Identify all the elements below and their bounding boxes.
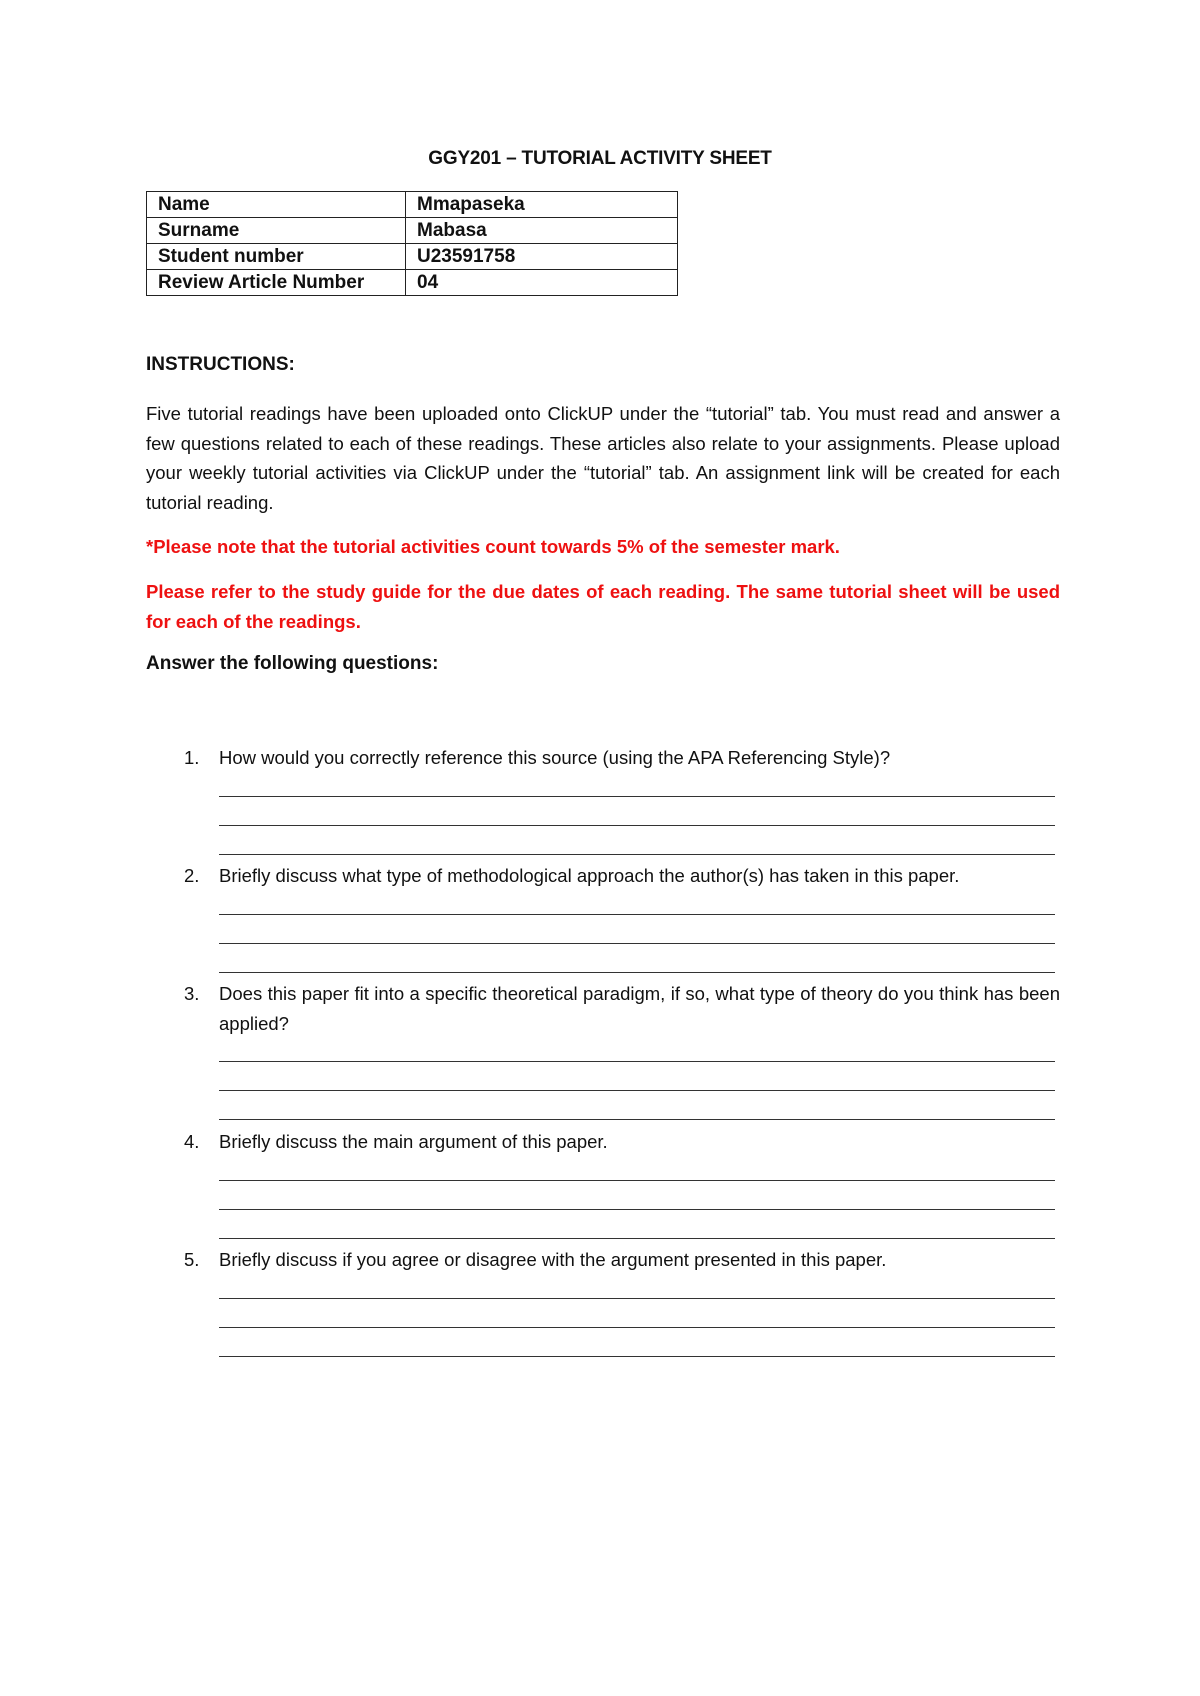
answer-line[interactable] <box>219 1186 1055 1215</box>
answer-line[interactable] <box>219 773 1055 802</box>
question-number: 4. <box>184 1131 200 1152</box>
question-number: 2. <box>184 865 200 886</box>
table-row <box>147 244 678 270</box>
question-text: Briefly discuss if you agree or disagree with the argument presented in this paper. <box>219 1249 887 1270</box>
info-label-surname: Surname <box>147 218 406 244</box>
info-value-article-number: 04 <box>406 270 678 296</box>
student-info-table <box>146 191 678 296</box>
question-2 <box>146 861 1060 978</box>
question-text: How would you correctly reference this source (using the APA Referencing Style)? <box>219 747 891 768</box>
answer-line[interactable] <box>219 1157 1055 1186</box>
answer-line[interactable] <box>219 1067 1055 1096</box>
info-value-student-number: U23591758 <box>406 244 678 270</box>
answer-line[interactable] <box>219 920 1055 949</box>
instructions-heading: INSTRUCTIONS: <box>146 354 295 375</box>
answer-line[interactable] <box>219 1215 1055 1244</box>
question-number: 5. <box>184 1249 200 1270</box>
answer-line[interactable] <box>219 1333 1055 1362</box>
question-text: Does this paper fit into a specific theoretical paradigm, if so, what type of theory do you think has been applied? <box>219 983 1060 1034</box>
question-text: Briefly discuss the main argument of this paper. <box>219 1131 608 1152</box>
question-3 <box>146 979 1060 1125</box>
instructions-body: Five tutorial readings have been uploaded onto ClickUP under the “tutorial” tab. You must read and answer a few questions related to each of these readings. These articles also relate to your assignments. Please upload your weekly tutorial activities via ClickUP under the “tutorial” tab. An assignment link will be created for each tutorial reading. <box>146 403 1060 513</box>
answer-line[interactable] <box>219 1038 1055 1067</box>
questions-heading: Answer the following questions: <box>146 653 439 674</box>
answer-line[interactable] <box>219 1096 1055 1125</box>
table-row <box>147 218 678 244</box>
info-label-article-number: Review Article Number <box>147 270 406 296</box>
page-title: GGY201 – TUTORIAL ACTIVITY SHEET <box>428 148 772 169</box>
question-text: Briefly discuss what type of methodological approach the author(s) has taken in this paper. <box>219 865 960 886</box>
table-row <box>147 192 678 218</box>
answer-line[interactable] <box>219 1275 1055 1304</box>
info-value-surname: Mabasa <box>406 218 678 244</box>
instructions-note-weighting: *Please note that the tutorial activities count towards 5% of the semester mark. <box>146 536 840 557</box>
table-row <box>147 270 678 296</box>
answer-line[interactable] <box>219 802 1055 831</box>
info-label-student-number: Student number <box>147 244 406 270</box>
question-4 <box>146 1127 1060 1244</box>
answer-line[interactable] <box>219 891 1055 920</box>
info-label-name: Name <box>147 192 406 218</box>
answer-line[interactable] <box>219 831 1055 860</box>
question-number: 3. <box>184 983 200 1004</box>
question-1 <box>146 743 1060 860</box>
answer-line[interactable] <box>219 949 1055 978</box>
info-value-name: Mmapaseka <box>406 192 678 218</box>
answer-line[interactable] <box>219 1304 1055 1333</box>
question-5 <box>146 1245 1060 1362</box>
question-number: 1. <box>184 747 200 768</box>
instructions-note-due-dates: Please refer to the study guide for the due dates of each reading. The same tutorial sheet will be used for each of the readings. <box>146 581 1060 632</box>
